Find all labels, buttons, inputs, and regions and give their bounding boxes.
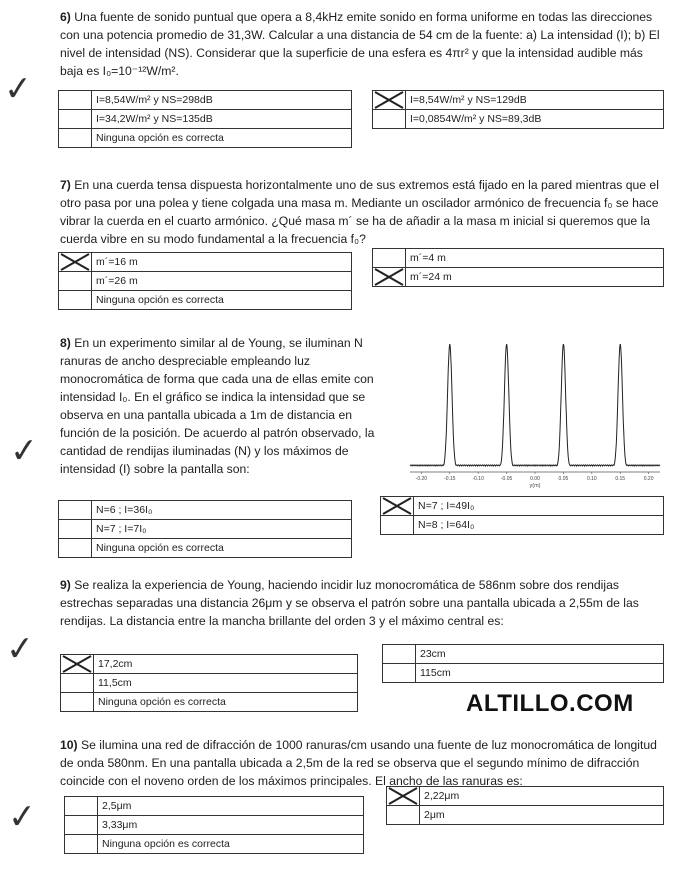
option-checkbox[interactable] xyxy=(59,501,92,520)
x-tick-label: 0.20 xyxy=(643,476,654,482)
options-left-q10 xyxy=(64,796,364,854)
option-label: I=8,54W/m² y NS=129dB xyxy=(406,91,664,110)
option-checkbox[interactable] xyxy=(59,91,92,110)
question-number: 10) xyxy=(60,738,78,752)
option-label: 115cm xyxy=(416,664,664,683)
x-tick-label: 0.10 xyxy=(586,476,597,482)
option-label: Ninguna opción es correcta xyxy=(98,835,364,854)
option-checkbox[interactable] xyxy=(383,645,416,664)
option-checkbox-selected[interactable] xyxy=(373,268,406,287)
option-label: Ninguna opción es correcta xyxy=(92,291,352,310)
option-row[interactable] xyxy=(373,268,664,287)
option-row[interactable] xyxy=(61,674,358,693)
option-label: 2μm xyxy=(420,806,664,825)
cross-mark-icon xyxy=(387,787,419,805)
cross-mark-icon xyxy=(373,268,405,286)
option-label: 11,5cm xyxy=(94,674,358,693)
x-tick-label: 0.15 xyxy=(615,476,626,482)
options-right-q8 xyxy=(380,496,664,535)
option-checkbox[interactable] xyxy=(373,110,406,129)
options-right-q10 xyxy=(386,786,664,825)
option-row[interactable] xyxy=(65,797,364,816)
option-row[interactable] xyxy=(373,249,664,268)
question-text: Se ilumina una red de difracción de 1000 ranuras/cm usando una fuente de luz monocromática de longitud de onda 580nm. En una pantalla ubicada a 2,5m de la red se observa que el segundo mínimo de difracción coincide con el noveno orden de los máximos principales. El ancho de las ranuras es: xyxy=(60,738,657,788)
intensity-series-line xyxy=(410,344,660,466)
question-6 xyxy=(60,8,660,80)
option-row[interactable] xyxy=(373,91,664,110)
option-checkbox[interactable] xyxy=(65,835,98,854)
option-label: N=8 ; I=64I₀ xyxy=(414,516,664,535)
option-label: 2,22μm xyxy=(420,787,664,806)
question-number: 6) xyxy=(60,10,71,24)
options-right-q9 xyxy=(382,644,664,683)
option-checkbox[interactable] xyxy=(59,520,92,539)
option-row[interactable] xyxy=(65,835,364,854)
x-tick-label: -0.10 xyxy=(472,476,484,482)
x-tick-label: 0.00 xyxy=(530,476,540,482)
check-mark-icon: ✓ xyxy=(4,628,36,670)
intensity-chart xyxy=(404,338,666,490)
option-row[interactable] xyxy=(387,806,664,825)
option-label: 17,2cm xyxy=(94,655,358,674)
option-label: I=34,2W/m² y NS=135dB xyxy=(92,110,352,129)
option-checkbox[interactable] xyxy=(59,291,92,310)
option-label: 3,33μm xyxy=(98,816,364,835)
option-label: 2,5μm xyxy=(98,797,364,816)
option-checkbox-selected[interactable] xyxy=(61,655,94,674)
option-label: m´=26 m xyxy=(92,272,352,291)
check-mark-icon: ✓ xyxy=(2,68,34,110)
option-checkbox[interactable] xyxy=(383,664,416,683)
option-checkbox[interactable] xyxy=(59,539,92,558)
option-row[interactable] xyxy=(59,520,352,539)
option-label: I=8,54W/m² y NS=298dB xyxy=(92,91,352,110)
question-number: 9) xyxy=(60,578,71,592)
option-row[interactable] xyxy=(383,645,664,664)
options-right-q7 xyxy=(372,248,664,287)
x-tick-label: -0.15 xyxy=(444,476,456,482)
option-label: N=6 ; I=36I₀ xyxy=(92,501,352,520)
options-left-q9 xyxy=(60,654,358,712)
question-10 xyxy=(60,736,660,790)
options-left-q7 xyxy=(58,252,352,310)
watermark: ALTILLO.COM xyxy=(466,690,634,717)
check-mark-icon: ✓ xyxy=(6,796,38,838)
option-checkbox[interactable] xyxy=(65,797,98,816)
cross-mark-icon xyxy=(373,91,405,109)
x-axis-label: y(m) xyxy=(529,483,541,489)
option-label: 23cm xyxy=(416,645,664,664)
question-text: En un experimento similar al de Young, se iluminan N ranuras de ancho despreciable empleando luz monocromática de forma que cada una de ellas emite con intensidad I₀. En el gráfico se indica la intensidad que se observa en una pantalla ubicada a 1m de distancia en función de la posición. De acuerdo al patrón observado, la cantidad de rendijas iluminadas (N) y los máximos de intensidad (I) sobre la pantalla son: xyxy=(60,336,375,476)
option-row[interactable] xyxy=(59,501,352,520)
cross-mark-icon xyxy=(59,253,91,271)
option-row[interactable] xyxy=(381,516,664,535)
option-row[interactable] xyxy=(387,787,664,806)
x-tick-label: -0.20 xyxy=(415,476,428,482)
option-checkbox[interactable] xyxy=(61,674,94,693)
option-row[interactable] xyxy=(59,272,352,291)
option-row[interactable] xyxy=(381,497,664,516)
option-row[interactable] xyxy=(65,816,364,835)
x-tick-label: -0.05 xyxy=(500,476,513,482)
options-right-q6 xyxy=(372,90,664,129)
option-checkbox-selected[interactable] xyxy=(59,253,92,272)
option-checkbox-selected[interactable] xyxy=(381,497,414,516)
option-label: Ninguna opción es correcta xyxy=(92,129,352,148)
option-label: N=7 ; I=49I₀ xyxy=(414,497,664,516)
option-checkbox[interactable] xyxy=(373,249,406,268)
option-checkbox-selected[interactable] xyxy=(373,91,406,110)
cross-mark-icon xyxy=(381,497,413,515)
question-text: Una fuente de sonido puntual que opera a 8,4kHz emite sonido en forma uniforme en todas las direcciones con una potencia promedio de 31,3W. Calcular a una distancia de 54 cm de la fuente: a) La intensidad (I); b) El nivel de intensidad (NS). Considerar que la superficie de una esfera es 4πr² y que la intensidad audible más baja es I₀=10⁻¹²W/m². xyxy=(60,10,660,78)
options-left-q8 xyxy=(58,500,352,558)
options-left-q6 xyxy=(58,90,352,148)
option-checkbox[interactable] xyxy=(59,129,92,148)
option-row[interactable] xyxy=(59,91,352,110)
option-row[interactable] xyxy=(383,664,664,683)
check-mark-icon: ✓ xyxy=(8,430,40,472)
question-8 xyxy=(60,334,390,478)
option-checkbox[interactable] xyxy=(65,816,98,835)
option-checkbox-selected[interactable] xyxy=(387,787,420,806)
option-checkbox[interactable] xyxy=(61,693,94,712)
option-row[interactable] xyxy=(61,693,358,712)
option-label: m´=16 m xyxy=(92,253,352,272)
question-text: En una cuerda tensa dispuesta horizontalmente uno de sus extremos está fijado en la pared mientras que el otro pasa por una polea y tiene colgada una masa m. Mediante un oscilador armónico de frecuencia f₀ se hace vibrar la cuerda en el cuarto armónico. ¿Qué masa m´ se ha de añadir a la masa m inicial si queremos que la cuerda vibre en su modo fundamental a la frecuencia f₀? xyxy=(60,178,659,246)
option-row[interactable] xyxy=(59,253,352,272)
option-row[interactable] xyxy=(61,655,358,674)
cross-mark-icon xyxy=(61,655,93,673)
question-number: 7) xyxy=(60,178,71,192)
option-checkbox[interactable] xyxy=(59,272,92,291)
question-7 xyxy=(60,176,660,248)
option-label: m´=24 m xyxy=(406,268,664,287)
x-tick-label: 0.05 xyxy=(558,476,569,482)
option-row[interactable] xyxy=(59,539,352,558)
option-label: m´=4 m xyxy=(406,249,664,268)
option-row[interactable] xyxy=(59,129,352,148)
option-checkbox[interactable] xyxy=(387,806,420,825)
option-label: Ninguna opción es correcta xyxy=(92,539,352,558)
option-label: N=7 ; I=7I₀ xyxy=(92,520,352,539)
option-row[interactable] xyxy=(373,110,664,129)
option-row[interactable] xyxy=(59,110,352,129)
option-label: Ninguna opción es correcta xyxy=(94,693,358,712)
option-row[interactable] xyxy=(59,291,352,310)
question-9 xyxy=(60,576,660,630)
question-number: 8) xyxy=(60,336,71,350)
option-checkbox[interactable] xyxy=(59,110,92,129)
option-label: I=0,0854W/m² y NS=89,3dB xyxy=(406,110,664,129)
question-text: Se realiza la experiencia de Young, haciendo incidir luz monocromática de 586nm sobre dos rendijas estrechas separadas una distancia 26μm y se observa el patrón sobre una pantalla ubicada a 2,55m de las rendijas. La distancia entre la mancha brillante del orden 3 y el máximo central es: xyxy=(60,578,639,628)
option-checkbox[interactable] xyxy=(381,516,414,535)
